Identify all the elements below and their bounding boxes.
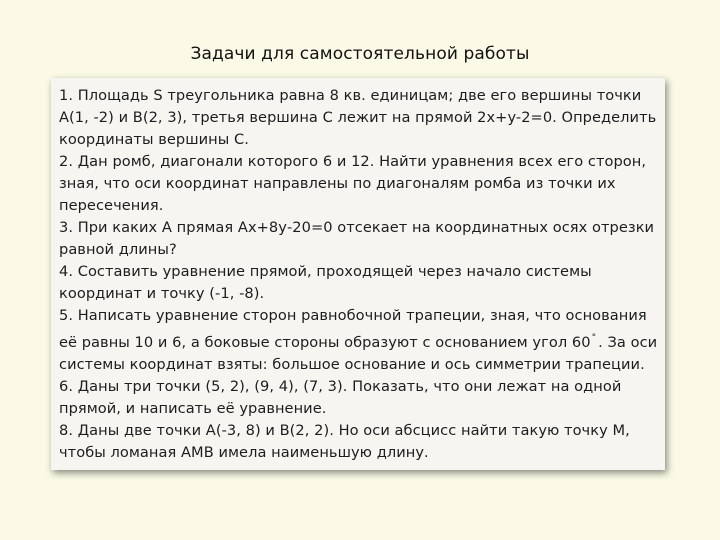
text-line: 5. Написать уравнение сторон равнобочной трапеции, зная, что основания: [59, 307, 647, 324]
degree-mark: °: [591, 333, 597, 343]
text-line: 8. Даны две точки А(-3, 8) и В(2, 2). Но оси абсцисс найти такую точку М,: [59, 422, 630, 439]
text-line: координат и точку (-1, -8).: [59, 285, 265, 302]
text-line: 1. Площадь S треугольника равна 8 кв. единицам; две его вершины точки: [59, 87, 642, 104]
text-line: 2. Дан ромб, диагонали которого 6 и 12. Найти уравнения всех его сторон,: [59, 153, 647, 170]
text-line: 6. Даны три точки (5, 2), (9, 4), (7, 3). Показать, что они лежат на одной: [59, 378, 622, 395]
text-segment: её равны 10 и 6, а боковые стороны образуют с основанием угол 60: [59, 334, 591, 351]
text-line: 4. Составить уравнение прямой, проходящей через начало системы: [59, 263, 592, 280]
text-segment: . За оси: [598, 334, 658, 351]
text-line-degree: [59, 327, 659, 354]
text-panel: [51, 78, 665, 470]
text-line: 3. При каких А прямая Ах+8у-20=0 отсекает на координатных осях отрезки: [59, 219, 655, 236]
slide-title: Задачи для самостоятельной работы: [190, 44, 530, 64]
text-line: прямой, и написать её уравнение.: [59, 400, 327, 417]
text-line: координаты вершины С.: [59, 131, 249, 148]
text-line: чтобы ломаная АМВ имела наименьшую длину.: [59, 444, 429, 461]
text-line: пересечения.: [59, 197, 164, 214]
text-line: равной длины?: [59, 241, 177, 258]
text-line: А(1, -2) и В(2, 3), третья вершина С лежит на прямой 2x+y-2=0. Определить: [59, 109, 657, 126]
text-line: системы координат взяты: большое основание и ось симметрии трапеции.: [59, 356, 645, 373]
problems-text: [59, 85, 659, 464]
text-line: зная, что оси координат направлены по диагоналям ромба из точки их: [59, 175, 616, 192]
